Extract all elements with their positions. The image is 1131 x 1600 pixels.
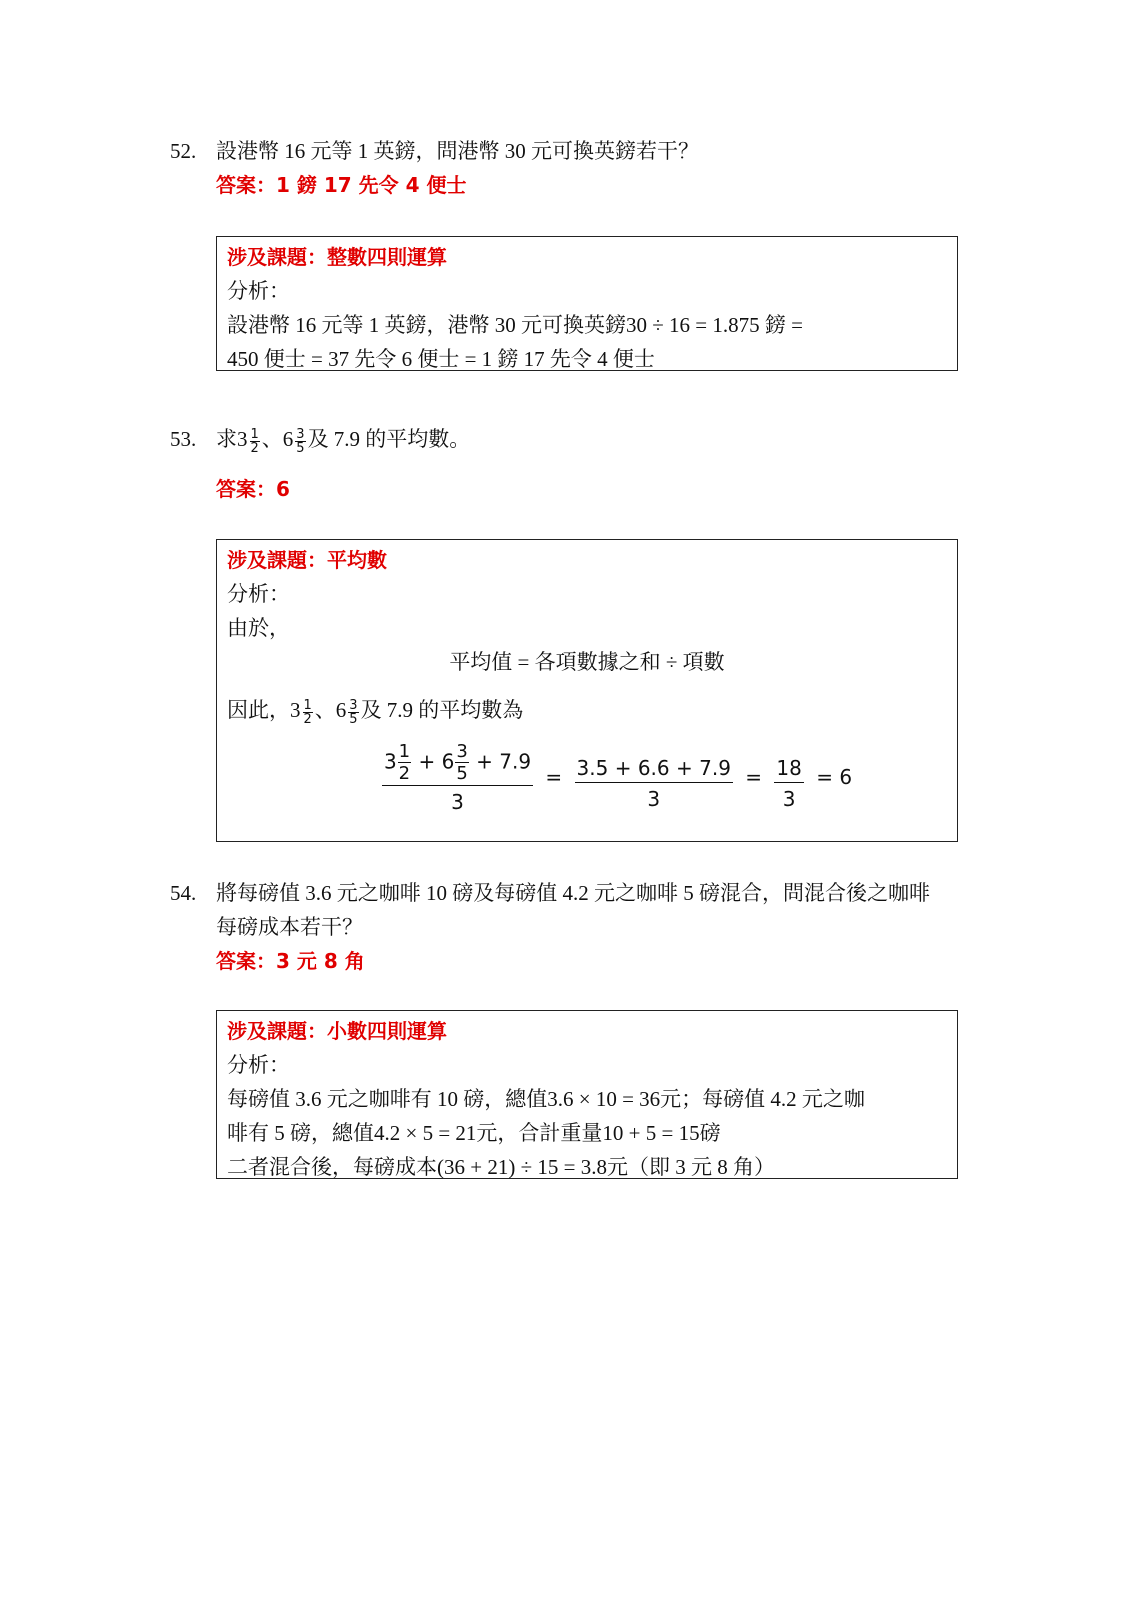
answer: 答案：6 bbox=[216, 477, 290, 501]
equation-fraction-1: 3 $\frac{1}{2}$ + 6 $\frac{3}{5}$ + 7.9 3 bbox=[383, 741, 532, 814]
formula-line: 平均值 = 各項數據之和 ÷ 項數 bbox=[449, 650, 725, 674]
fraction: $\frac{3}{5}$ bbox=[296, 426, 305, 456]
question-text: 設港幣 16 元等 1 英鎊，問港幣 30 元可換英鎊若干？ bbox=[216, 139, 699, 163]
answer: 答案：3 元 8 角 bbox=[216, 949, 365, 973]
fraction: $\frac{1}{2}$ bbox=[250, 426, 259, 456]
topic-label: 涉及課題：整數四則運算 bbox=[227, 245, 447, 269]
topic-label: 涉及課題：小數四則運算 bbox=[227, 1019, 447, 1043]
analysis-line: 因此，3 $\frac{1}{2}$ 、6 $\frac{3}{5}$ 及 7.9 的平均數為 bbox=[227, 697, 524, 727]
analysis-box-54 bbox=[216, 1010, 958, 1179]
question-number: 54. bbox=[170, 881, 197, 905]
analysis-label: 分析： bbox=[227, 279, 290, 303]
fraction: $\frac{1}{2}$ bbox=[303, 697, 312, 727]
equation: 3 $\frac{1}{2}$ + 6 $\frac{3}{5}$ + 7.9 3 = $\frac{3.5 + 6.6 + 7.9}{3}$ = $\frac{18}{3}$ = 6 bbox=[383, 741, 853, 814]
equation-fraction-2: $\frac{3.5 + 6.6 + 7.9}{3}$ bbox=[575, 746, 733, 811]
fraction: $\frac{3}{5}$ bbox=[349, 697, 358, 727]
analysis-label: 分析： bbox=[227, 582, 290, 606]
equation-fraction-3: $\frac{18}{3}$ bbox=[774, 746, 803, 811]
question-text: 求3 $\frac{1}{2}$ 、6 $\frac{3}{5}$ 及 7.9 的平均數。 bbox=[216, 426, 471, 456]
topic-label: 涉及課題：平均數 bbox=[227, 548, 387, 572]
question-text: 將每磅值 3.6 元之咖啡 10 磅及每磅值 4.2 元之咖啡 5 磅混合，問混合後之咖啡每磅成本若干？ bbox=[216, 881, 930, 939]
analysis-line: 二者混合後，每磅成本(36 + 21) ÷ 15 = 3.8元（即 3 元 8 角） bbox=[227, 1155, 775, 1179]
analysis-line: 450 便士 = 37 先令 6 便士 = 1 鎊 17 先令 4 便士 bbox=[227, 347, 655, 371]
analysis-box-52 bbox=[216, 236, 958, 371]
question-number: 52. bbox=[170, 139, 197, 163]
analysis-line: 設港幣 16 元等 1 英鎊，港幣 30 元可換英鎊30 ÷ 16 = 1.875 鎊 = bbox=[227, 313, 803, 337]
analysis-line: 由於， bbox=[227, 616, 290, 640]
analysis-line: 每磅值 3.6 元之咖啡有 10 磅，總值3.6 × 10 = 36元；每磅值 4.2 元之咖 bbox=[227, 1087, 865, 1111]
question-number: 53. bbox=[170, 427, 197, 451]
analysis-line: 啡有 5 磅，總值4.2 × 5 = 21元，合計重量10 + 5 = 15磅 bbox=[227, 1121, 721, 1145]
analysis-box-53 bbox=[216, 539, 958, 842]
answer: 答案：1 鎊 17 先令 4 便士 bbox=[216, 173, 467, 197]
analysis-label: 分析： bbox=[227, 1053, 290, 1077]
